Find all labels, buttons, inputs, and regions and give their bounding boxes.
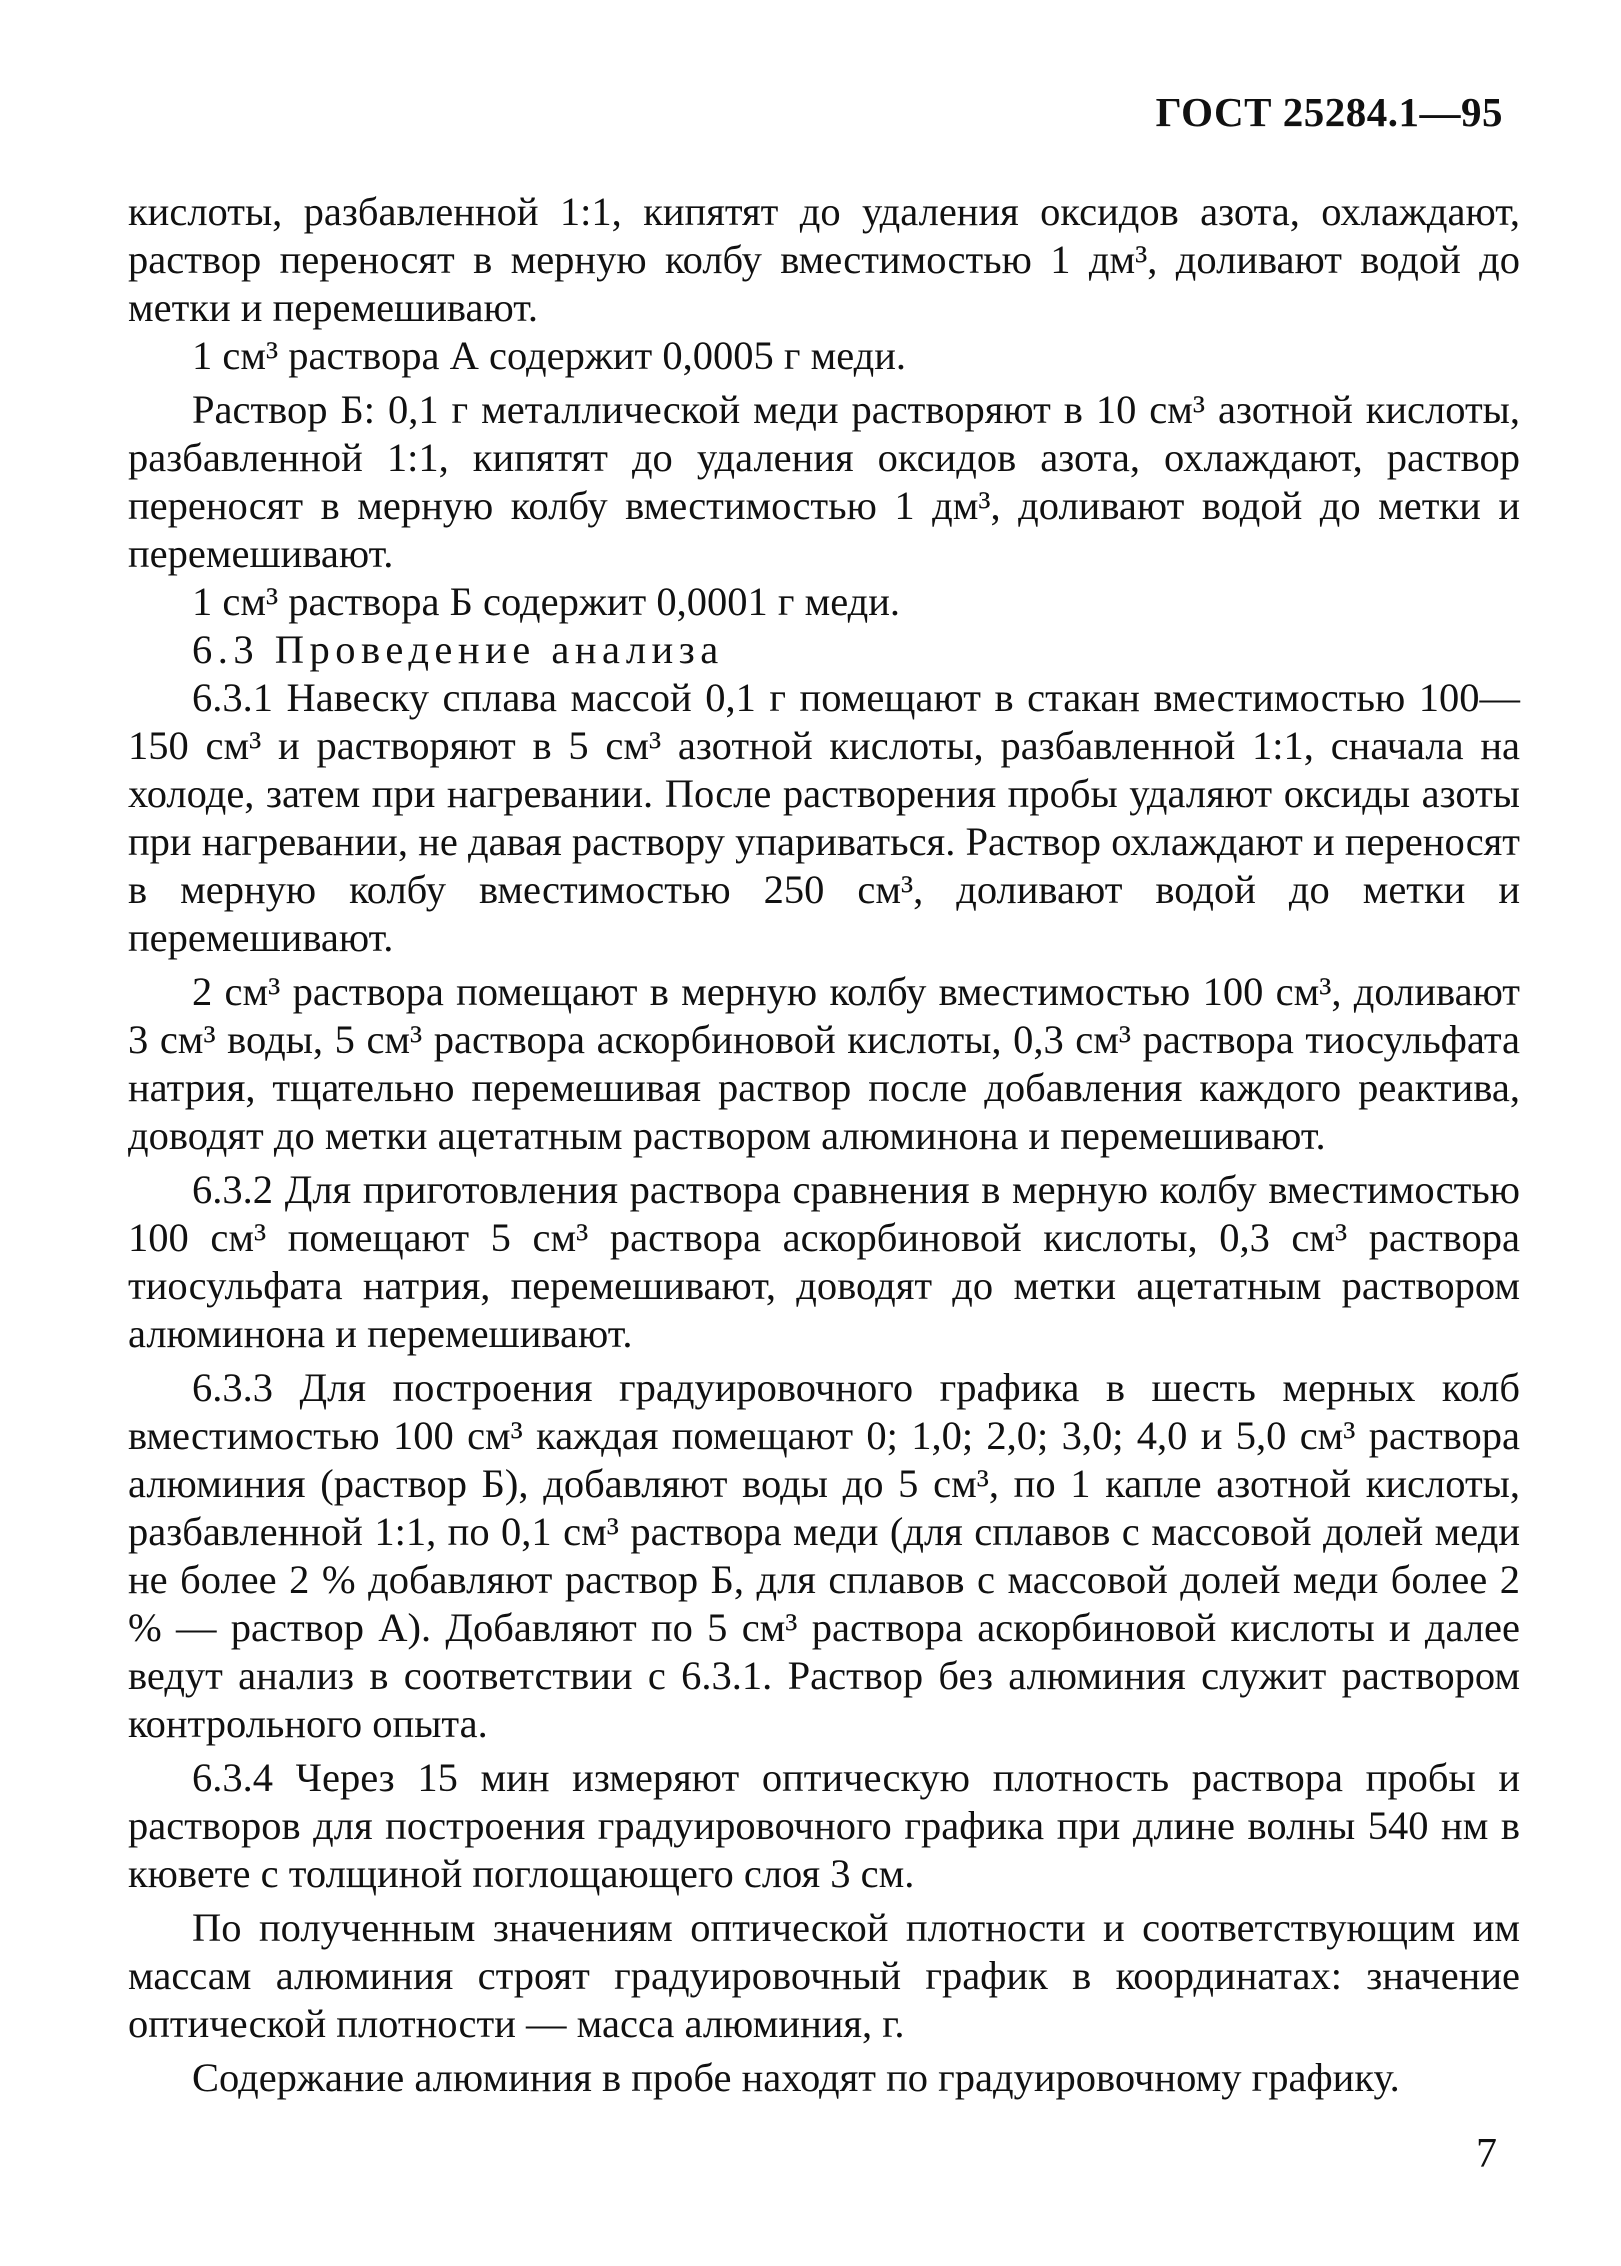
paragraph-6-3-3: 6.3.3 Для построения градуировочного графика в шесть мерных колб вместимостью 100 см³ каждая помещают 0; 1,0; 2,0; 3,0; 4,0 и 5,0 см³ раствора алюминия (раствор Б), добавляют воды до 5 см³, по 1 капле азотной кислоты, разбавленной 1:1, по 0,1 см³ раствора меди (для сплавов с массовой долей меди не более 2 % добавляют раствор Б, для сплавов с массовой долей меди более 2 % — раствор А). Добавляют по 5 см³ раствора аскорбиновой кислоты и далее ведут анализ в соответствии с 6.3.1. Раствор без алюминия служит раствором контрольного опыта. [128,1365,1520,1746]
standard-header: ГОСТ 25284.1—95 [1155,89,1503,135]
paragraph-calibration-graph: По полученным значениям оптической плотности и соответствующим им массам алюминия строят градуировочный график в координатах: значение оптической плотности — масса алюминия, г. [128,1905,1520,2046]
section-heading-6-3: 6.3 Проведение анализа [192,627,724,672]
paragraph-6-3-2: 6.3.2 Для приготовления раствора сравнения в мерную колбу вместимостью 100 см³ помещают 5 см³ раствора аскорбиновой кислоты, 0,3 см³ раствора тиосульфата натрия, перемешивают, доводят до метки ацетатным раствором алюминона и перемешивают. [128,1167,1520,1356]
paragraph-continuation: кислоты, разбавленной 1:1, кипятят до удаления оксидов азота, охлаждают, раствор переносят в мерную колбу вместимостью 1 дм³, доливают водой до метки и перемешивают. [128,189,1520,330]
paragraph-solution-b-content: 1 см³ раствора Б содержит 0,0001 г меди. [192,579,901,624]
paragraph-solution-b: Раствор Б: 0,1 г металлической меди растворяют в 10 см³ азотной кислоты, разбавленной 1:1, кипятят до удаления оксидов азота, охлаждают, раствор переносят в мерную колбу вместимостью 1 дм³, доливают водой до метки и перемешивают. [128,387,1520,576]
page-number: 7 [1476,2131,1497,2177]
paragraph-6-3-4: 6.3.4 Через 15 мин измеряют оптическую плотность раствора пробы и растворов для построения градуировочного графика при длине волны 540 нм в кювете с толщиной поглощающего слоя 3 см. [128,1755,1520,1896]
paragraph-6-3-1-procedure: 2 см³ раствора помещают в мерную колбу вместимостью 100 см³, доливают 3 см³ воды, 5 см³ раствора аскорбиновой кислоты, 0,3 см³ раствора тиосульфата натрия, тщательно перемешивая раствор после добавления каждого реактива, доводят до метки ацетатным раствором алюминона и перемешивают. [128,969,1520,1158]
paragraph-6-3-1: 6.3.1 Навеску сплава массой 0,1 г помещают в стакан вместимостью 100—150 см³ и растворяют в 5 см³ азотной кислоты, разбавленной 1:1, сначала на холоде, затем при нагревании. После растворения пробы удаляют оксиды азоты при нагревании, не давая раствору упариваться. Раствор охлаждают и переносят в мерную колбу вместимостью 250 см³, доливают водой до метки и перемешивают. [128,675,1520,960]
body-text [128,188,1520,2102]
paragraph-aluminium-content: Содержание алюминия в пробе находят по градуировочному графику. [192,2055,1400,2100]
paragraph-solution-a-content: 1 см³ раствора А содержит 0,0005 г меди. [192,333,907,378]
